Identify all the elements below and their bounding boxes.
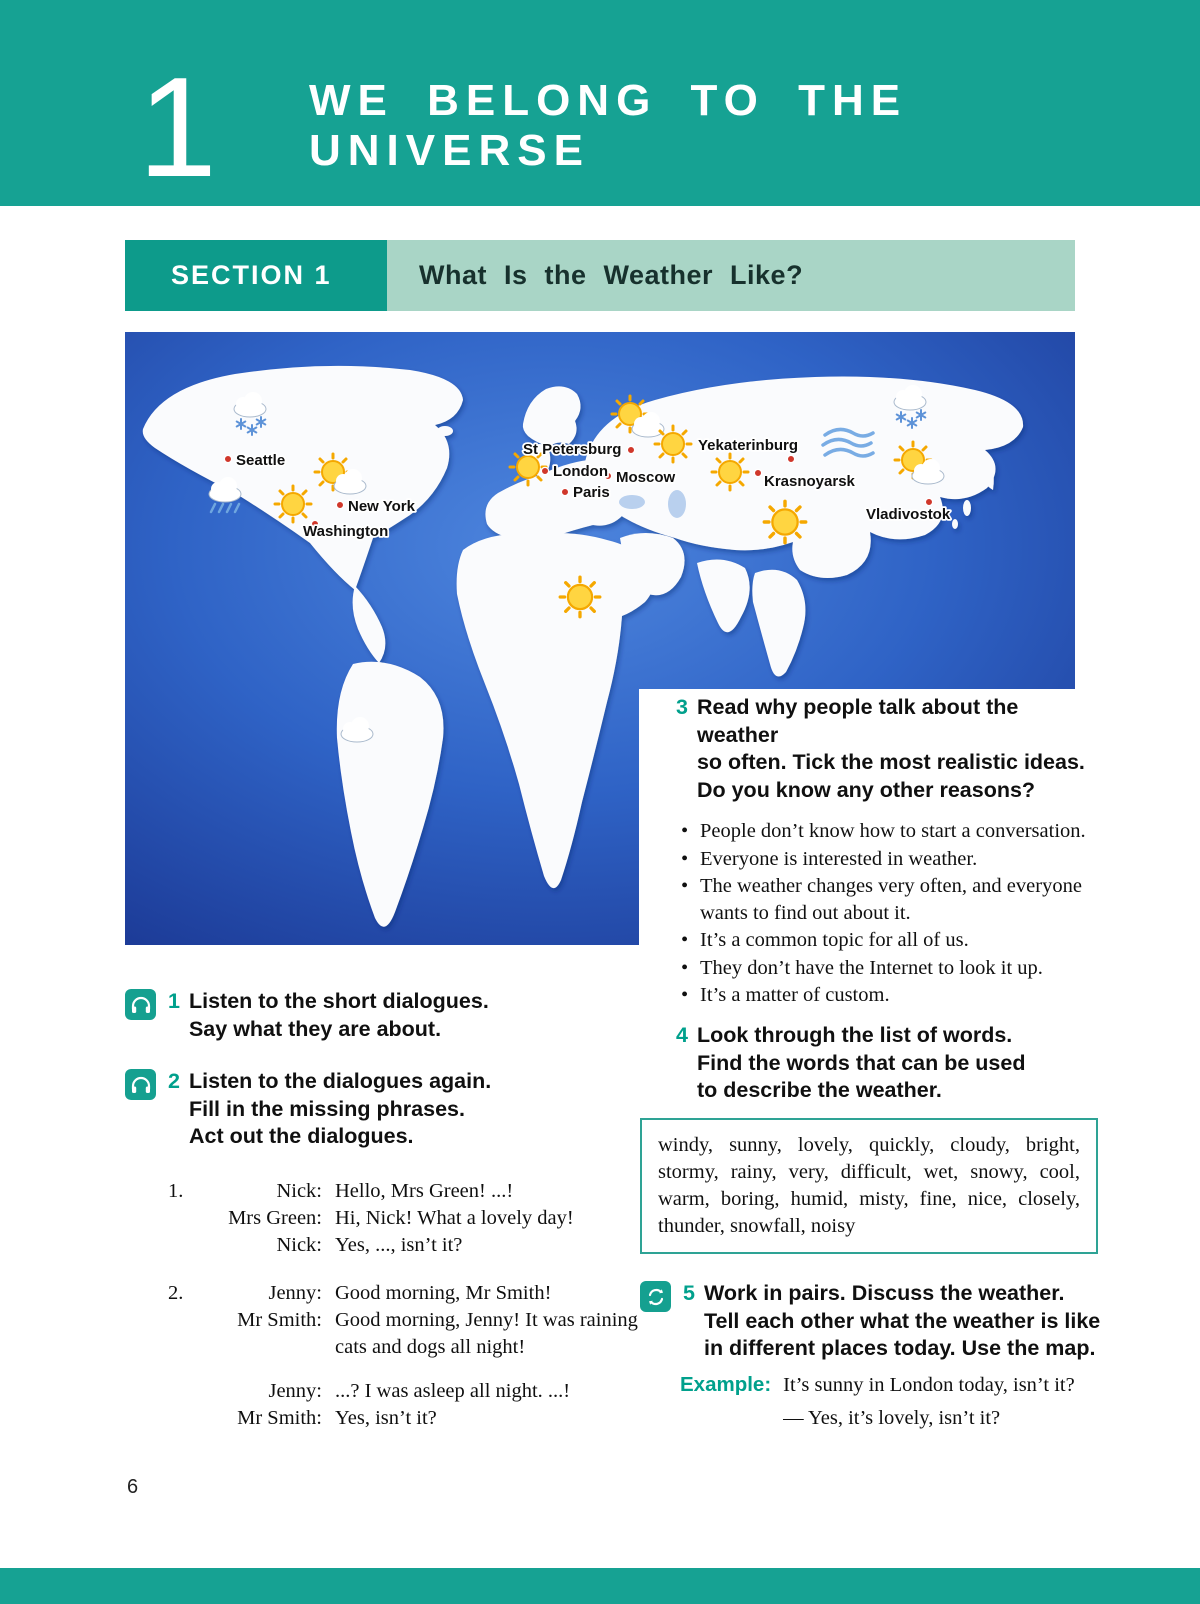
dialogue-number-spacer	[168, 1307, 210, 1361]
dialogue-number-spacer	[168, 1405, 210, 1432]
exercise-3	[676, 694, 1104, 1010]
city-dot-yekaterinburg	[787, 455, 794, 462]
speaker-name: Mrs Green:	[228, 1207, 322, 1229]
caspian-sea	[668, 490, 686, 518]
city-label-moscow: Moscow	[616, 469, 676, 486]
bullet-item: • People don’t know how to start a conversation.	[676, 818, 1104, 845]
sun-icon	[764, 501, 805, 542]
city-dot-seattle	[224, 455, 231, 462]
dialogue-text: Hi, Nick! What a lovely day!	[335, 1207, 574, 1229]
city-dot-st-petersburg	[627, 446, 634, 453]
dialogue-text: Good morning, Mr Smith!	[335, 1282, 552, 1304]
black-sea	[619, 495, 645, 509]
exercise-2-heading	[168, 1068, 491, 1151]
sun-icon	[560, 577, 600, 617]
exercise-5-heading	[683, 1280, 1100, 1363]
unit-banner	[0, 0, 1200, 206]
speaker-name: Jenny:	[268, 1380, 322, 1402]
dialogue-1	[168, 1178, 646, 1259]
dialogue-text: Yes, isn’t it?	[335, 1407, 437, 1429]
dialogue-text: Hello, Mrs Green! ...!	[335, 1180, 514, 1202]
footer-bar	[0, 1568, 1200, 1604]
sun-icon	[712, 454, 748, 490]
sun-icon	[275, 486, 311, 522]
city-dot-new-york	[336, 501, 343, 508]
exercise-2	[125, 1068, 555, 1151]
speaker-name: Mr Smith:	[237, 1407, 322, 1429]
exercise-1-heading	[168, 988, 489, 1043]
dialogue-text: Good morning, Jenny! It was raining cats and dogs all night!	[335, 1309, 638, 1358]
speaker-name: Nick:	[276, 1180, 322, 1202]
exercise-3-bullet-list	[676, 818, 1104, 1009]
city-dot-vladivostok	[925, 498, 932, 505]
exercise-4-instruction: Look through the list of words. Find the words that can be used to describe the weather.	[696, 1023, 1026, 1103]
city-dot-paris	[561, 488, 568, 495]
city-label-paris: Paris	[573, 484, 610, 501]
exercise-3-instruction: Read why people talk about the weather so often. Tick the most realistic ideas. Do you know any other reasons?	[696, 695, 1085, 802]
example-block	[680, 1372, 1110, 1431]
city-label-london: London	[553, 463, 608, 480]
bullet-item: • They don’t have the Internet to look it up.	[676, 955, 1104, 982]
example-label: Example:	[680, 1373, 772, 1396]
bullet-item: • It’s a matter of custom.	[676, 982, 1104, 1009]
city-label-new-york: New York	[348, 498, 415, 515]
exercise-4	[676, 1022, 1096, 1105]
section-label: SECTION 1	[125, 240, 387, 311]
exercise-1-instruction: Listen to the short dialogues. Say what they are about.	[188, 989, 489, 1041]
section-header	[125, 240, 1075, 311]
exercise-1-number: 1	[168, 989, 180, 1013]
dialogue-line	[168, 1178, 646, 1205]
city-label-st-petersburg: St Petersburg	[523, 441, 622, 458]
speaker-name: Jenny:	[268, 1282, 322, 1304]
headphones-icon	[125, 1069, 156, 1100]
unit-title: WE BELONG TO THE UNIVERSE	[308, 76, 908, 175]
exercise-5-instruction: Work in pairs. Discuss the weather. Tell each other what the weather is like in different places today. Use the map.	[703, 1281, 1101, 1361]
city-dot-london	[541, 467, 548, 474]
exercise-1	[125, 988, 555, 1043]
city-label-seattle: Seattle	[236, 452, 286, 469]
headphones-icon	[125, 989, 156, 1020]
word-list-box: windy, sunny, lovely, quickly, cloudy, bright, stormy, rainy, very, difficult, wet, snowy, cool, warm, boring, humid, misty, fine, nice, closely, thunder, snowfall, noisy	[640, 1118, 1098, 1254]
dialogue-line	[168, 1307, 646, 1361]
dialogue-line	[168, 1280, 646, 1307]
dialogue-2	[168, 1280, 646, 1432]
dialogue-number-spacer	[168, 1378, 210, 1405]
dialogue-number: 2.	[168, 1282, 184, 1304]
exercise-5	[640, 1280, 1105, 1363]
city-label-krasnoyarsk: Krasnoyarsk	[764, 473, 855, 490]
dialogue-number-spacer	[168, 1205, 210, 1232]
unit-number: 1	[138, 48, 217, 208]
exercise-3-heading	[676, 694, 1104, 804]
exercise-4-number: 4	[676, 1023, 688, 1047]
sun-icon	[655, 426, 691, 462]
exercise-4-heading	[676, 1022, 1096, 1105]
dialogue-number-spacer	[168, 1232, 210, 1259]
city-label-yekaterinburg: Yekaterinburg	[698, 437, 799, 454]
speaker-name: Mr Smith:	[237, 1309, 322, 1331]
dialogue-line	[168, 1378, 646, 1405]
speaker-name: Nick:	[276, 1234, 322, 1256]
dialogue-text: Yes, ..., isn’t it?	[335, 1234, 463, 1256]
dialogue-text: ...? I was asleep all night. ...!	[335, 1380, 571, 1402]
page-number: 6	[127, 1476, 139, 1498]
section-title: What Is the Weather Like?	[387, 240, 1075, 311]
city-dot-krasnoyarsk	[754, 469, 761, 476]
bullet-item: • Everyone is interested in weather.	[676, 846, 1104, 873]
bullet-item: • It’s a common topic for all of us.	[676, 927, 1104, 954]
dialogue-line	[168, 1205, 646, 1232]
exercise-2-instruction: Listen to the dialogues again. Fill in the missing phrases. Act out the dialogues.	[188, 1069, 492, 1149]
bullet-item: • The weather changes very often, and everyone wants to find out about it.	[676, 873, 1104, 926]
pair-work-icon	[640, 1281, 671, 1312]
dialogue-line	[168, 1405, 646, 1432]
exercise-5-number: 5	[683, 1281, 695, 1305]
example-line-2: — Yes, it’s lovely, isn’t it?	[783, 1407, 1001, 1429]
exercise-2-number: 2	[168, 1069, 180, 1093]
example-line-1: It’s sunny in London today, isn’t it?	[783, 1374, 1075, 1396]
city-label-vladivostok: Vladivostok	[866, 506, 951, 523]
dialogue-line	[168, 1232, 646, 1259]
exercise-3-number: 3	[676, 695, 688, 719]
city-label-washington: Washington	[303, 523, 389, 540]
dialogue-number: 1.	[168, 1180, 184, 1202]
